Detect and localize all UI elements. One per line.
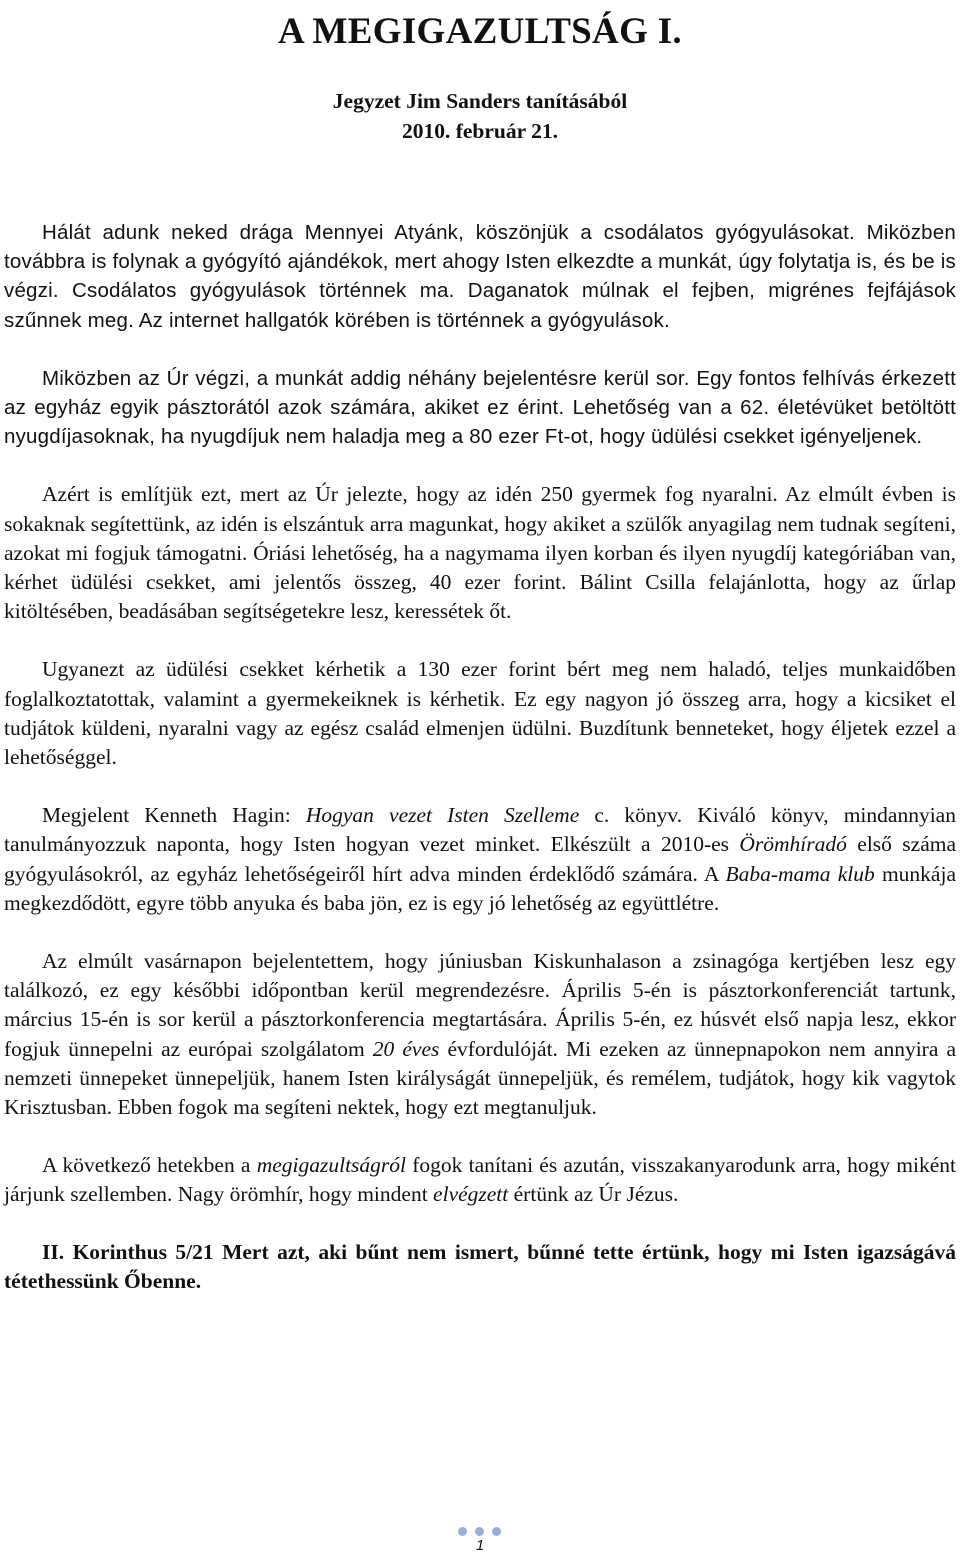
- anniversary-emphasis: 20 éves: [372, 1036, 440, 1061]
- p5-part-c: c. könyv. Kiváló könyv, mindannyian tanulmányozzuk naponta, hogy Isten hogyan vezet minket. Elkészült a 2010-es: [4, 803, 956, 857]
- p6-part-c: évfordulóját. Mi ezeken az ünnepnapokon nem annyira a nemzeti ünnepeket ünnepeljük, hanem Isten királyságát ünnepeljük, és remélem, tudjátok, hogy kik vagytok Krisztusban. Ebben fogok ma segíteni nektek, hogy ezt megtanuljuk.: [4, 1036, 956, 1120]
- document-page: [4, 0, 956, 1318]
- p7-part-a: A következő hetekben a: [42, 1153, 257, 1178]
- bible-verse: II. Korinthus 5/21 Mert azt, aki bűnt nem ismert, bűnné tette értünk, hogy mi Isten igazságává tétethessünk Őbenne.: [4, 1239, 956, 1293]
- subtitle-date: 2010. február 21.: [401, 119, 559, 143]
- paragraph-7: [4, 1151, 956, 1209]
- paragraph-3: Azért is említjük ezt, mert az Úr jelezte, hogy az idén 250 gyermek fog nyaralni. Az elmúlt évben is sokaknak segítettünk, az idén is elszántuk arra magunkat, hogy akiket a szülők anyagilag nem tudnak segíteni, azokat mi fogjuk támogatni. Óriási lehetőség, ha a nagymama ilyen korban és ilyen nyugdíj kategóriában van, kérhet üdülési csekket, ami jelentős összeg, 40 ezer forint. Bálint Csilla felajánlotta, hogy az űrlap kitöltésében, beadásában segítségetekre lesz, keressétek őt.: [4, 482, 956, 624]
- footer-dot: [475, 1527, 484, 1536]
- paragraph-4: Ugyanezt az üdülési csekket kérhetik a 130 ezer forint bért meg nem haladó, teljes munkaidőben foglalkoztatottak, valamint a gyermekeiknek is kérhetik. Ez egy nagyon jó összeg arra, hogy a kicsiket el tudjátok küldeni, nyaralni vagy az egész család elmenjen üdülni. Buzdítunk benneteket, hogy éljetek ezzel a lehetőséggel.: [4, 657, 956, 770]
- newsletter-title: Örömhíradó: [739, 832, 847, 857]
- p5-part-g: munkája megkezdődött, egyre több anyuka és baba jön, ez is egy jó lehetőség az együttlétre.: [4, 861, 956, 915]
- p5-part-e: első száma gyógyulásokról, az egyház lehetőségeiről hírt adva minden érdeklődő számára. A: [4, 832, 956, 886]
- subtitle-author: Jegyzet Jim Sanders tanításából: [332, 89, 628, 113]
- page-number: 1: [475, 1537, 485, 1554]
- paragraph-1: [4, 218, 956, 335]
- footer-dot: [492, 1527, 501, 1536]
- p5-part-a: Megjelent Kenneth Hagin:: [42, 803, 306, 828]
- subtitle: [4, 86, 956, 146]
- finished-emphasis: elvégzett: [433, 1182, 509, 1207]
- footer-dots-icon: [458, 1527, 504, 1537]
- paragraph-5: [4, 801, 956, 918]
- paragraph-1-text: Hálát adunk neked drága Mennyei Atyánk, köszönjük a csodálatos gyógyulásokat. Miközben továbbra is folynak a gyógyító ajándékok, mert ahogy Isten elkezdte a munkát, úgy folytatja is, és be is végzi. Csodálatos gyógyulások történnek ma. Daganatok múlnak el fejben, migrénes fejfájások szűnnek meg. Az internet hallgatók körében is történnek a gyógyulások.: [4, 221, 956, 332]
- book-title: Hogyan vezet Isten Szelleme: [305, 803, 580, 828]
- paragraph-6: [4, 947, 956, 1122]
- club-name: Baba-mama klub: [725, 861, 875, 886]
- paragraph-2-text: Miközben az Úr végzi, a munkát addig néhány bejelentésre kerül sor. Egy fontos felhívás érkezett az egyház egyik pásztorától azok számára, akiket ez érint. Lehetőség van a 62. életévüket betöltött nyugdíjasoknak, ha nyugdíjuk nem haladja meg a 80 ezer Ft-ot, hogy üdülési csekket igényeljenek.: [4, 366, 956, 449]
- p7-part-c: fogok tanítani és azután, visszakanyarodunk arra, hogy miként járjunk szellemben. Nagy örömhír, hogy mindent: [4, 1153, 956, 1207]
- p7-part-e: értünk az Úr Jézus.: [508, 1182, 679, 1207]
- p6-part-a: Az elmúlt vasárnapon bejelentettem, hogy júniusban Kiskunhalason a zsinagóga kertjében lesz egy találkozó, ez egy későbbi időpontban kerül megrendezésre. Április 5-én is pásztorkonferenciát tartunk, március 15-én is sor kerül a pásztorkonferencia megtartására. Április 5-én, ez húsvét első napja lesz, ekkor fogjuk ünnepelni az európai szolgálatom: [4, 949, 956, 1061]
- topic-emphasis: megigazultságról: [256, 1153, 407, 1178]
- footer-dot: [458, 1527, 467, 1536]
- paragraph-2: [4, 364, 956, 452]
- page-title: A MEGIGAZULTSÁG I.: [278, 11, 682, 52]
